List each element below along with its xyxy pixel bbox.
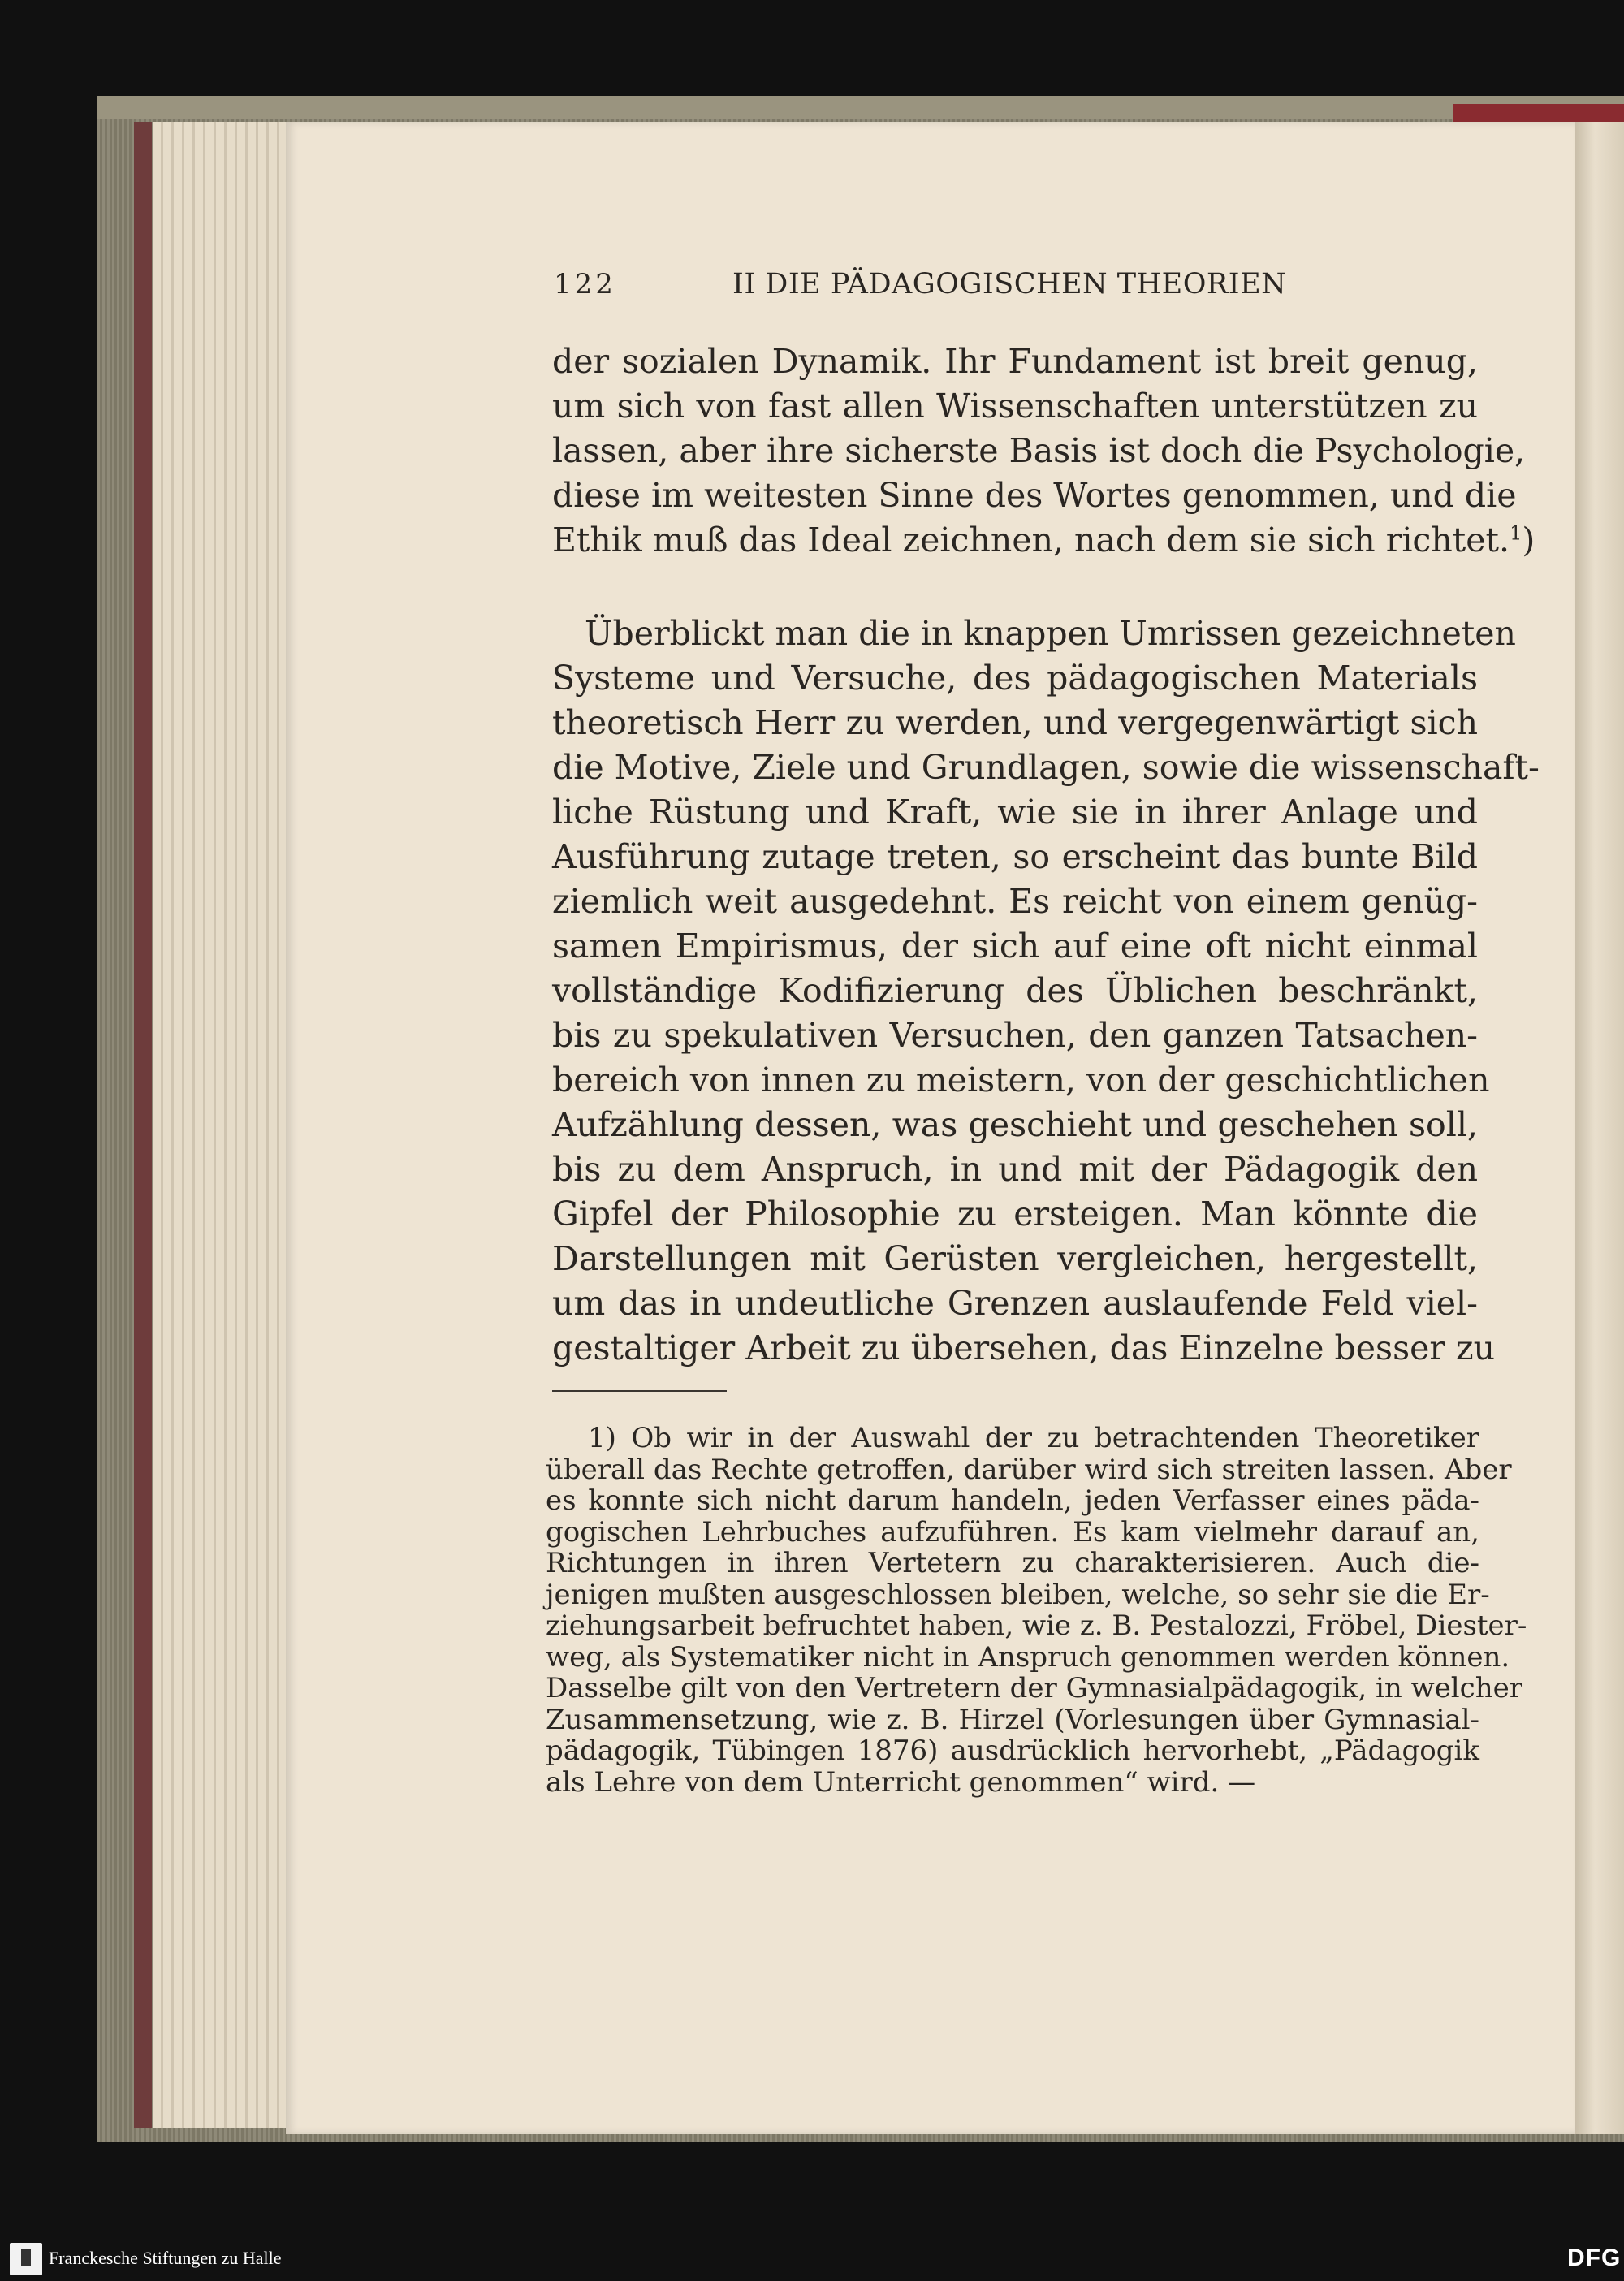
text-line: vollständige Kodifizierung des Üblichen beschränkt,: [552, 971, 1478, 1010]
text-line: die Motive, Ziele und Grundlagen, sowie die wissenschaft-: [552, 748, 1540, 787]
facing-page-edge: [1575, 122, 1624, 2134]
footnote-line: weg, als Systematiker nicht in Anspruch genommen werden können.: [546, 1640, 1510, 1674]
footnote: [546, 1422, 1527, 1799]
text-line: bis zu dem Anspruch, in und mit der Pädagogik den: [552, 1150, 1478, 1189]
text-line-with-footnote-ref: [552, 518, 1535, 563]
body-text: [552, 339, 1540, 1371]
text-line: um sich von fast allen Wissenschaften unterstützen zu: [552, 387, 1478, 426]
footnote-line: pädagogik, Tübingen 1876) ausdrücklich hervorhebt, „Pädagogik: [546, 1735, 1479, 1767]
text-line: Darstellungen mit Gerüsten vergleichen, hergestellt,: [552, 1239, 1478, 1278]
text-line: gestaltiger Arbeit zu übersehen, das Einzelne besser zu: [552, 1328, 1496, 1367]
text-line: ziemlich weit ausgedehnt. Es reicht von einem genüg-: [552, 882, 1478, 921]
text-line: Gipfel der Philosophie zu ersteigen. Man könnte die: [552, 1195, 1478, 1233]
footnote-line: 1) Ob wir in der Auswahl der zu betrachtenden Theoretiker: [588, 1422, 1479, 1454]
text-line: Überblickt man die in knappen Umrissen gezeichneten: [585, 614, 1516, 653]
institution-logo-icon: [10, 2243, 42, 2275]
footnote-reference: 1: [1510, 521, 1522, 545]
text-line: bereich von innen zu meistern, von der geschichtlichen: [552, 1061, 1490, 1099]
footnote-rule: [552, 1390, 727, 1392]
footnote-reference-paren: ): [1522, 521, 1535, 559]
footnote-line: als Lehre von dem Unterricht genommen“ wird. —: [546, 1765, 1256, 1799]
text-line: liche Rüstung und Kraft, wie sie in ihrer Anlage und: [552, 793, 1478, 832]
text-line: theoretisch Herr zu werden, und vergegenwärtigt sich: [552, 703, 1478, 742]
text-line: Aufzählung dessen, was geschieht und geschehen soll,: [552, 1105, 1478, 1144]
chapter-title: II DIE PÄDAGOGISCHEN THEORIEN: [732, 268, 1287, 300]
footnote-line: ziehungsarbeit befruchtet haben, wie z. B. Pestalozzi, Fröbel, Diester-: [546, 1609, 1527, 1642]
book-cover-top-edge: [97, 96, 1624, 119]
text-line: Ausführung zutage treten, so erscheint das bunte Bild: [552, 837, 1478, 876]
paragraph-gap: [552, 563, 1478, 611]
text-line: bis zu spekulativen Versuchen, den ganzen Tatsachen-: [552, 1016, 1478, 1055]
footnote-line: Richtungen in ihren Vertetern zu charakterisieren. Auch die-: [546, 1547, 1479, 1579]
page-edges: [153, 122, 291, 2128]
paragraph-1: [552, 339, 1535, 563]
text-line: diese im weitesten Sinne des Wortes genommen, und die: [552, 476, 1517, 515]
text-line: samen Empirismus, der sich auf eine oft nicht einmal: [552, 927, 1478, 966]
dfg-logo: DFG: [1567, 2244, 1622, 2271]
footnote-line: jenigen mußten ausgeschlossen bleiben, welche, so sehr sie die Er-: [546, 1578, 1490, 1611]
paragraph-2: [552, 611, 1540, 1371]
text-line-content: Ethik muß das Ideal zeichnen, nach dem sie sich richtet.: [552, 521, 1510, 559]
footnote-line: Dasselbe gilt von den Vertretern der Gymnasialpädagogik, in welcher: [546, 1672, 1522, 1704]
footnote-line: überall das Rechte getroffen, darüber wird sich streiten lassen. Aber: [546, 1453, 1512, 1486]
spine-binding: [134, 122, 152, 2128]
institution-name: Franckesche Stiftungen zu Halle: [49, 2248, 282, 2268]
footnote-line: es konnte sich nicht darum handeln, jeden Verfasser eines päda-: [546, 1484, 1479, 1517]
running-head: [554, 268, 1479, 317]
footnote-line: gogischen Lehrbuches aufzuführen. Es kam vielmehr darauf an,: [546, 1515, 1479, 1549]
text-line: um das in undeutliche Grenzen auslaufende Feld viel-: [552, 1284, 1478, 1323]
text-line: Systeme und Versuche, des pädagogischen Materials: [552, 659, 1478, 698]
footnote-line: Zusammensetzung, wie z. B. Hirzel (Vorlesungen über Gymnasial-: [546, 1703, 1479, 1736]
text-line: der sozialen Dynamik. Ihr Fundament ist breit genug,: [552, 342, 1478, 381]
page-number: 122: [554, 268, 616, 300]
text-line: lassen, aber ihre sicherste Basis ist doch die Psychologie,: [552, 431, 1526, 470]
